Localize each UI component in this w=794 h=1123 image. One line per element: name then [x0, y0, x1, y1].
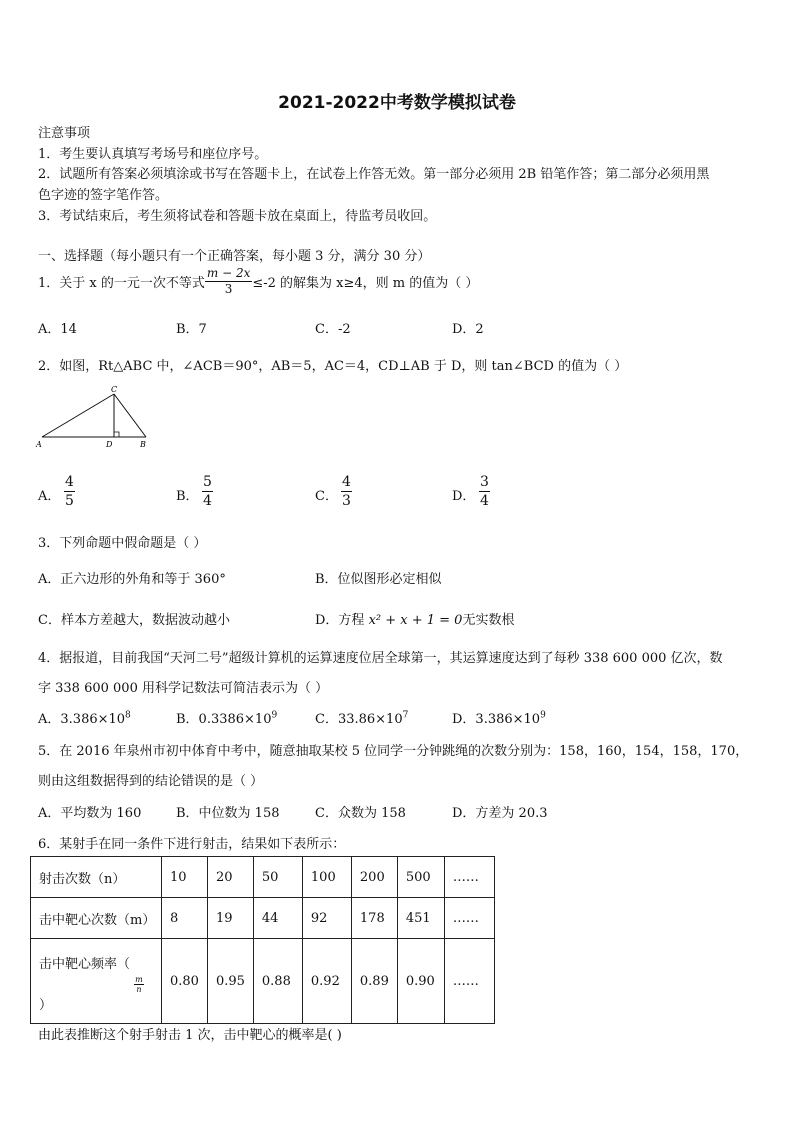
notice-item: 色字迹的签字笔作答。: [38, 188, 169, 203]
q3-option-d-text: D．方程: [315, 613, 369, 628]
freq-fraction: [134, 975, 144, 994]
table-cell: 0.95: [207, 939, 253, 1024]
table-cell: 500: [397, 857, 444, 898]
notice-heading: 注意事项: [38, 126, 91, 141]
q2-option-c-fraction: [341, 473, 352, 510]
q1-frac-num: m − 2x: [206, 266, 251, 280]
table-cell: ……: [444, 939, 494, 1024]
q4-option-c: [315, 708, 408, 727]
section-heading: 一、选择题（每小题只有一个正确答案，每小题 3 分，满分 30 分）: [38, 249, 431, 264]
q3-option-a: [38, 568, 226, 587]
q1-fraction: [205, 266, 252, 297]
question-4-line1: 4．据报道，目前我国“天河二号”超级计算机的运算速度位居全球第一，其运算速度达到了每秒 338 600 000 亿次，数: [38, 651, 723, 666]
q1-option-d: D．2: [452, 322, 484, 337]
q5-option-c: C．众数为 158: [315, 806, 406, 821]
frac-num: 5: [203, 474, 212, 490]
row-header: 射击次数（n）: [31, 857, 162, 898]
q4-option-d: [452, 708, 546, 727]
option-exponent: 7: [402, 710, 409, 721]
q1-option-a: A．14: [38, 322, 77, 337]
table-cell: 10: [162, 857, 208, 898]
q4-option-a: [38, 708, 131, 727]
row-header: [31, 939, 162, 1024]
table-row: [31, 857, 495, 898]
row-header: 击中靶心次数（m）: [31, 898, 162, 939]
question-5-line1: 5．在 2016 年泉州市初中体育中考中，随意抽取某校 5 位同学一分钟跳绳的次数分别为：158，160，154，158，170，: [38, 744, 749, 759]
table-cell: 0.80: [162, 939, 208, 1024]
notice-item: 1．考生要认真填写考场号和座位序号。: [38, 147, 268, 162]
q4-option-b: [176, 708, 277, 727]
q5-option-a: A．平均数为 160: [38, 806, 142, 821]
table-cell: 19: [207, 898, 253, 939]
freq-frac-den: n: [136, 985, 142, 994]
table-cell: 200: [351, 857, 397, 898]
q2-option-b-letter: B．: [176, 489, 199, 504]
option-base: D．3.386×10: [452, 712, 541, 727]
side-bc: [114, 394, 146, 437]
frac-num: 4: [342, 474, 351, 490]
question-1: [38, 266, 478, 297]
table-cell: 0.90: [397, 939, 444, 1024]
table-cell: 8: [162, 898, 208, 939]
q1-option-b: B．7: [176, 322, 207, 337]
frac-den: 5: [65, 493, 74, 509]
table-row: [31, 939, 495, 1024]
right-angle-mark: [114, 432, 119, 437]
q2-option-a-letter: A．: [38, 489, 61, 504]
row-header-label: 击中靶心频率（: [39, 957, 131, 972]
q5-option-b: B．中位数为 158: [176, 806, 280, 821]
q3-option-c: C．样本方差越大，数据波动越小: [38, 613, 230, 628]
table-cell: 20: [207, 857, 253, 898]
q3-option-d-math: x² + x + 1 = 0: [368, 613, 463, 628]
label-c: C: [111, 385, 118, 394]
shooting-results-table: [30, 856, 495, 1024]
option-exponent: 9: [271, 710, 278, 721]
table-cell: 0.88: [253, 939, 302, 1024]
frac-den: 4: [480, 493, 489, 509]
question-2: 2．如图，Rt△ABC 中，∠ACB＝90°，AB＝5，AC＝4，CD⊥AB 于 D，则 tan∠BCD 的值为（ ）: [38, 359, 628, 374]
frac-num: 4: [65, 474, 74, 490]
table-cell: 100: [302, 857, 351, 898]
q2-option-d-fraction: [479, 473, 490, 510]
label-a: A: [36, 440, 42, 449]
question-5-line2: 则由这组数据得到的结论错误的是（ ）: [38, 774, 264, 789]
label-b: B: [140, 440, 146, 449]
q1-option-c: C．-2: [315, 322, 351, 337]
q2-option-b-fraction: [202, 473, 213, 510]
option-exponent: 8: [125, 710, 131, 721]
table-cell: 178: [351, 898, 397, 939]
notice-item: 2．试题所有答案必须填涂或书写在答题卡上，在试卷上作答无效。第一部分必须用 2B 铅笔作答；第二部分必须用黑: [38, 167, 710, 182]
table-cell: 0.89: [351, 939, 397, 1024]
table-cell: 50: [253, 857, 302, 898]
option-base: C．33.86×10: [315, 712, 403, 727]
q5-option-d: D．方差为 20.3: [452, 806, 548, 821]
table-cell: ……: [444, 898, 494, 939]
q1-frac-den: 3: [224, 282, 233, 296]
q3-option-a-text: A．正六边形的外角和等于: [38, 572, 195, 587]
option-base: B．0.3386×10: [176, 712, 272, 727]
option-base: A．3.386×10: [38, 712, 126, 727]
table-cell: ……: [444, 857, 494, 898]
row-header-close: ）: [39, 998, 53, 1013]
triangle-figure: [34, 382, 152, 450]
table-cell: 92: [302, 898, 351, 939]
table-cell: 44: [253, 898, 302, 939]
table-row: [31, 898, 495, 939]
frac-num: 3: [480, 474, 489, 490]
q2-option-d-letter: D．: [452, 489, 476, 504]
q1-text-pre: 1．关于 x 的一元一次不等式: [38, 276, 205, 291]
q2-option-a-fraction: [64, 473, 75, 510]
q1-text-post: ≤-2 的解集为 x≥4，则 m 的值为（ ）: [252, 276, 479, 291]
question-3: 3．下列命题中假命题是（ ）: [38, 536, 207, 551]
freq-frac-num: m: [135, 975, 143, 984]
label-d: D: [106, 440, 113, 449]
frac-den: 3: [342, 493, 351, 509]
notice-item: 3．考试结束后，考生须将试卷和答题卡放在桌面上，待监考员收回。: [38, 209, 437, 224]
frac-den: 4: [203, 493, 212, 509]
q3-option-d-text-post: 无实数根: [462, 613, 515, 628]
question-6: 6．某射手在同一条件下进行射击，结果如下表所示：: [38, 837, 346, 852]
page-title: 2021-2022中考数学模拟试卷: [278, 93, 516, 113]
question-6-followup: 由此表推断这个射手射击 1 次，击中靶心的概率是( ): [38, 1028, 342, 1043]
q3-option-d: [315, 609, 514, 628]
q2-option-c-letter: C．: [315, 489, 338, 504]
option-exponent: 9: [540, 710, 546, 721]
table-cell: 451: [397, 898, 444, 939]
question-4-line2: 字 338 600 000 用科学记数法可简洁表示为（ ）: [38, 681, 329, 696]
q3-option-a-math: 360°: [194, 572, 226, 587]
q3-option-b: B．位似图形必定相似: [315, 572, 442, 587]
side-ac: [42, 394, 114, 437]
table-cell: 0.92: [302, 939, 351, 1024]
